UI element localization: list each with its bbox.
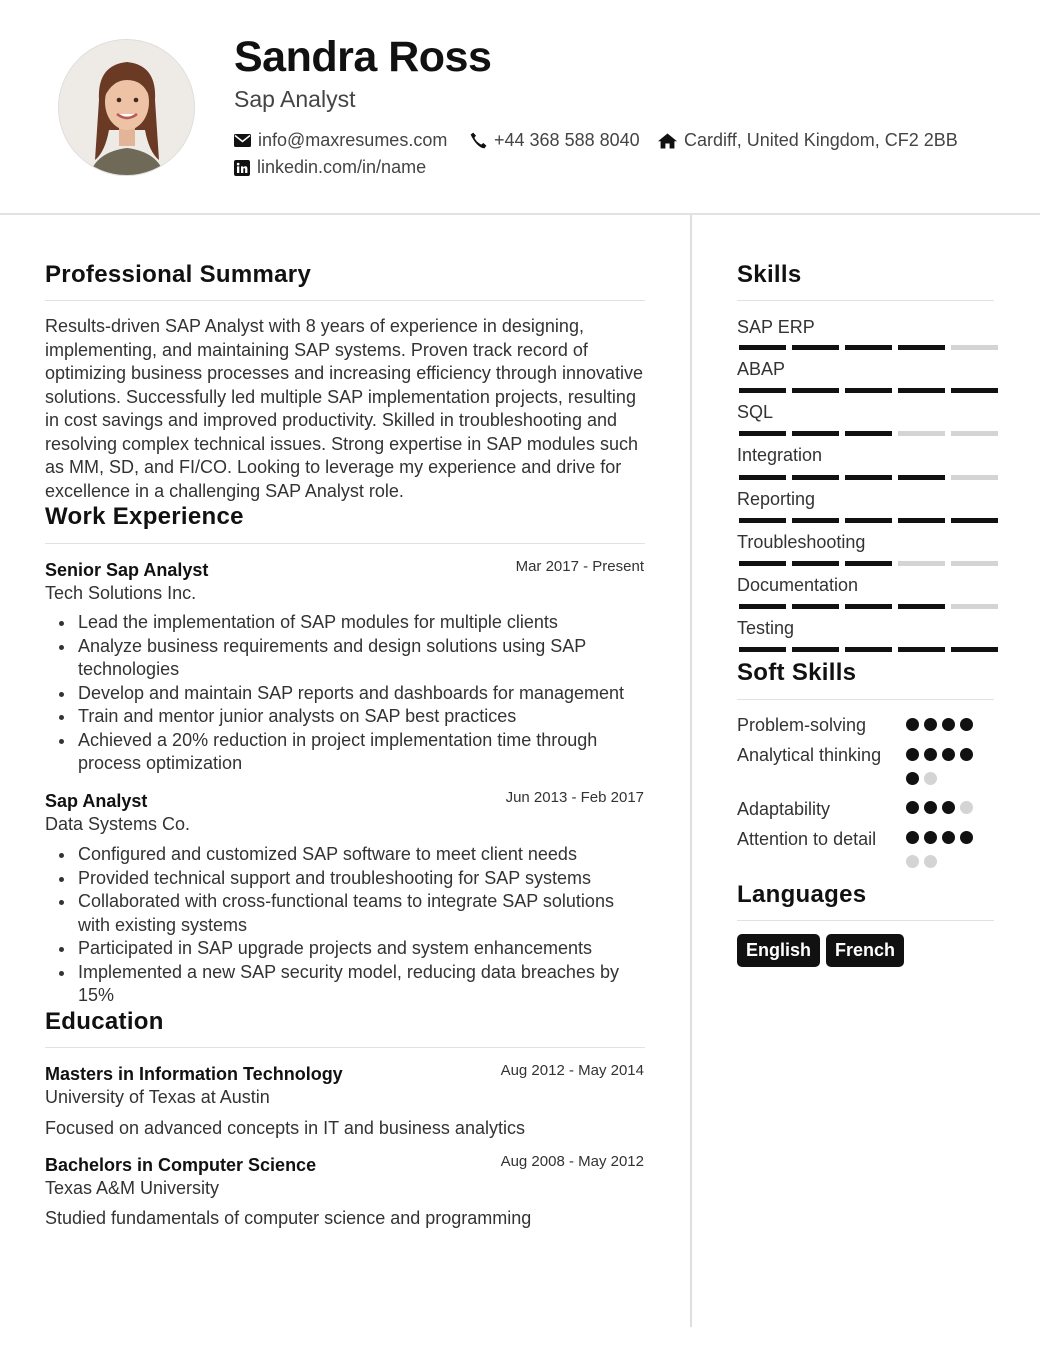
soft-skill-label: Attention to detail	[737, 829, 877, 849]
skill-bar-segment	[898, 518, 945, 523]
summary-heading: Professional Summary	[45, 261, 312, 288]
list-item: Implemented a new SAP security model, reducing data breaches by 15%	[45, 961, 645, 1008]
soft-skill-label: Problem-solving	[737, 715, 867, 735]
soft-skill-dot	[942, 718, 955, 731]
column-divider	[690, 215, 692, 1327]
skill-bar-segment	[792, 345, 839, 350]
soft-skill-label: Analytical thinking	[737, 745, 882, 765]
contact-address	[658, 130, 958, 151]
skill-bar-segment	[951, 475, 998, 480]
skill-bar-segment	[792, 475, 839, 480]
skill-bar-segment	[739, 388, 786, 393]
soft-skill-dot	[906, 855, 919, 868]
skill-label: SQL	[737, 402, 774, 422]
experience-heading: Work Experience	[45, 503, 244, 530]
skill-bar-segment	[739, 475, 786, 480]
languages-rule	[737, 920, 994, 921]
list-item: Achieved a 20% reduction in project implementation time through process optimization	[45, 729, 645, 776]
edu-1-desc: Focused on advanced concepts in IT and business analytics	[45, 1118, 525, 1138]
skill-bar-segment	[845, 561, 892, 566]
edu-2-school: Texas A&M University	[45, 1178, 220, 1198]
soft-skill-dot	[942, 748, 955, 761]
phone-text: +44 368 588 8040	[494, 130, 640, 150]
portrait-image	[59, 40, 195, 176]
avatar	[58, 39, 195, 176]
skill-bar-segment	[898, 561, 945, 566]
job-2-org: Data Systems Co.	[45, 814, 191, 834]
skill-bar-segment	[739, 604, 786, 609]
soft-skill-dots	[906, 801, 980, 814]
edu-1-degree: Masters in Information Technology	[45, 1064, 343, 1084]
language-tags	[737, 934, 904, 967]
skill-bar-segment	[898, 604, 945, 609]
skill-bar	[739, 475, 998, 480]
language-tag: English	[737, 934, 820, 967]
soft-skill-dot	[924, 748, 937, 761]
skill-bar-segment	[951, 431, 998, 436]
skill-bar-segment	[845, 345, 892, 350]
soft-skill-dot	[906, 718, 919, 731]
skill-bar-segment	[951, 388, 998, 393]
skill-bar-segment	[951, 345, 998, 350]
job-2-bullets	[45, 843, 645, 1008]
education-rule	[45, 1047, 645, 1048]
skill-bar	[739, 345, 998, 350]
job-1-date: Mar 2017 - Present	[515, 558, 644, 575]
skill-bar-segment	[792, 518, 839, 523]
skill-bar	[739, 647, 998, 652]
job-2-title: Sap Analyst	[45, 791, 148, 811]
skill-bar	[739, 431, 998, 436]
list-item: Configured and customized SAP software to meet client needs	[45, 843, 645, 867]
list-item: Analyze business requirements and design solutions using SAP technologies	[45, 635, 645, 682]
skill-bar-segment	[739, 345, 786, 350]
soft-skill-dot	[924, 831, 937, 844]
skill-bar-segment	[845, 475, 892, 480]
skill-bar-segment	[739, 518, 786, 523]
job-1-bullets	[45, 611, 645, 776]
edu-2-degree: Bachelors in Computer Science	[45, 1155, 317, 1175]
skills-heading: Skills	[737, 261, 802, 288]
job-2-date: Jun 2013 - Feb 2017	[505, 789, 644, 806]
soft-skill-dot	[960, 831, 973, 844]
soft-skill-dot	[924, 801, 937, 814]
list-item: Train and mentor junior analysts on SAP best practices	[45, 705, 645, 729]
skill-bar-segment	[739, 561, 786, 566]
contact-email[interactable]	[234, 130, 447, 151]
education-heading: Education	[45, 1008, 164, 1035]
skill-bar-segment	[739, 647, 786, 652]
skill-label: SAP ERP	[737, 317, 815, 337]
candidate-role: Sap Analyst	[234, 86, 356, 112]
list-item: Collaborated with cross-functional teams to integrate SAP solutions with existing systems	[45, 890, 645, 937]
email-text: info@maxresumes.com	[258, 130, 448, 150]
edu-1-date: Aug 2012 - May 2014	[500, 1062, 644, 1079]
envelope-icon	[234, 134, 251, 147]
skill-label: Documentation	[737, 575, 859, 595]
skill-bar-segment	[951, 561, 998, 566]
soft-skill-dot	[906, 801, 919, 814]
linkedin-text: linkedin.com/in/name	[257, 157, 427, 177]
edu-2-desc: Studied fundamentals of computer science and programming	[45, 1208, 532, 1228]
job-1-title: Senior Sap Analyst	[45, 560, 209, 580]
soft-skill-dot	[906, 748, 919, 761]
skill-bar	[739, 388, 998, 393]
experience-rule	[45, 543, 645, 544]
soft-skill-dot	[906, 772, 919, 785]
summary-text: Results-driven SAP Analyst with 8 years of experience in designing, implementing, and maintaining SAP systems. Proven track record of optimizing business processes and increasing efficiency through innovative solutions. Successfully led multiple SAP implementation projects, resulting in cost savings and improved productivity. Skilled in troubleshooting and resolving complex technical issues. Strong expertise in SAP modules such as MM, SD, and FI/CO. Looking to leverage my experience and drive for excellence in a challenging SAP Analyst role.	[45, 316, 644, 501]
home-icon	[658, 133, 677, 149]
skill-bar	[739, 561, 998, 566]
skills-rule	[737, 300, 994, 301]
skill-bar-segment	[845, 604, 892, 609]
skill-bar-segment	[898, 475, 945, 480]
soft-skill-dot	[924, 855, 937, 868]
skill-bar-segment	[898, 647, 945, 652]
skill-bar-segment	[845, 518, 892, 523]
candidate-name: Sandra Ross	[234, 33, 492, 81]
skill-bar-segment	[739, 431, 786, 436]
list-item: Participated in SAP upgrade projects and system enhancements	[45, 937, 645, 961]
skill-bar-segment	[845, 647, 892, 652]
phone-icon	[470, 132, 487, 149]
skill-bar-segment	[951, 604, 998, 609]
summary-rule	[45, 300, 645, 301]
linkedin-icon	[234, 160, 250, 176]
skill-label: Reporting	[737, 489, 816, 509]
soft-skill-dot	[906, 831, 919, 844]
soft-skill-label: Adaptability	[737, 799, 831, 819]
soft-skill-dots	[906, 718, 980, 731]
skill-label: ABAP	[737, 359, 786, 379]
soft-skill-dot	[924, 772, 937, 785]
language-tag: French	[826, 934, 904, 967]
skill-bar	[739, 604, 998, 609]
soft-skills-rule	[737, 699, 994, 700]
soft-skill-dot	[960, 718, 973, 731]
skill-label: Troubleshooting	[737, 532, 866, 552]
contact-phone[interactable]	[470, 130, 640, 151]
list-item: Provided technical support and troubleshooting for SAP systems	[45, 867, 645, 891]
soft-skill-dot	[960, 801, 973, 814]
address-text: Cardiff, United Kingdom, CF2 2BB	[684, 130, 958, 150]
soft-skill-dot	[924, 718, 937, 731]
soft-skill-dots	[906, 748, 980, 785]
skill-label: Testing	[737, 618, 795, 638]
edu-1-school: University of Texas at Austin	[45, 1087, 270, 1107]
languages-heading: Languages	[737, 881, 867, 908]
skill-bar-segment	[792, 431, 839, 436]
soft-skill-dots	[906, 831, 980, 868]
skill-bar-segment	[898, 388, 945, 393]
skill-bar-segment	[792, 604, 839, 609]
skill-bar-segment	[845, 388, 892, 393]
skill-bar	[739, 518, 998, 523]
skill-bar-segment	[792, 561, 839, 566]
list-item: Lead the implementation of SAP modules for multiple clients	[45, 611, 645, 635]
skill-bar-segment	[951, 647, 998, 652]
contact-linkedin[interactable]	[234, 157, 426, 178]
skill-bar-segment	[898, 431, 945, 436]
soft-skills-heading: Soft Skills	[737, 659, 857, 686]
skill-bar-segment	[951, 518, 998, 523]
soft-skill-dot	[942, 831, 955, 844]
edu-2-date: Aug 2008 - May 2012	[500, 1153, 644, 1170]
list-item: Develop and maintain SAP reports and dashboards for management	[45, 682, 645, 706]
skill-bar-segment	[845, 431, 892, 436]
skill-bar-segment	[792, 647, 839, 652]
skill-bar-segment	[898, 345, 945, 350]
skill-label: Integration	[737, 445, 823, 465]
skill-bar-segment	[792, 388, 839, 393]
job-1-org: Tech Solutions Inc.	[45, 583, 197, 603]
resume-header	[0, 0, 1040, 215]
soft-skill-dot	[960, 748, 973, 761]
soft-skill-dot	[942, 801, 955, 814]
